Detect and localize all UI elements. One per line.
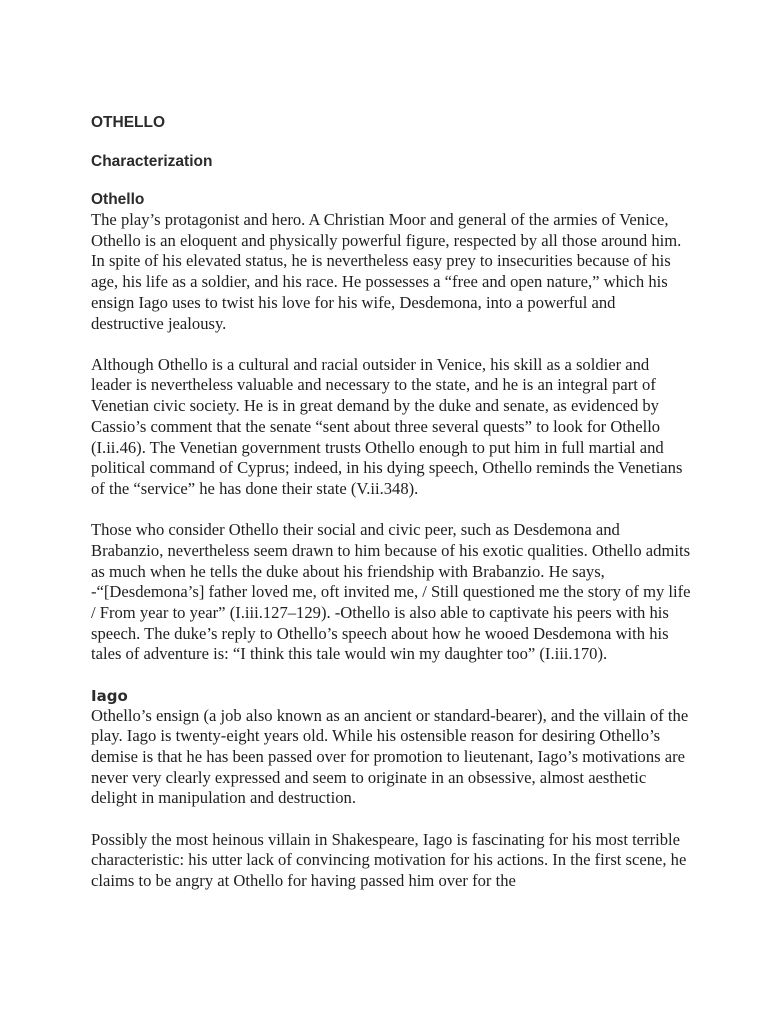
- character-heading-iago: Iago: [91, 686, 128, 705]
- iago-paragraph: Possibly the most heinous villain in Shakespeare, Iago is fascinating for his most terrible characteristic: his utter lack of convincing motivation for his actions. In the first scene, he claims to be angry at Othello for having passed him over for the: [91, 829, 687, 890]
- document-title: OTHELLO: [91, 114, 166, 131]
- iago-paragraph: Othello’s ensign (a job also known as an ancient or standard-bearer), and the villain of the play. Iago is twenty-eight years old. While his ostensible reason for desiring Othello’s demise is that he has been passed over for promotion to lieutenant, Iago’s motivations are never very clearly expressed and seem to originate in an obsessive, almost aesthetic delight in manipulation and destruction.: [91, 705, 689, 808]
- section-title: Characterization: [91, 153, 213, 170]
- othello-paragraph: Although Othello is a cultural and racial outsider in Venice, his skill as a soldier and leader is nevertheless valuable and necessary to the state, and he is an integral part of Venetian civic society. He is in great demand by the duke and senate, as evidenced by Cassio’s comment that the senate “sent about three several quests” to look for Othello (I.ii.46). The Venetian government trusts Othello enough to put him in full martial and political command of Cyprus; indeed, in his dying speech, Othello reminds the Venetians of the “service” he has done their state (V.ii.348).: [91, 354, 683, 498]
- document-page: [91, 113, 691, 912]
- othello-paragraph: The play’s protagonist and hero. A Christian Moor and general of the armies of Venice, Othello is an eloquent and physically powerful figure, respected by all those around him. In spite of his elevated status, he is nevertheless easy prey to insecurities because of his age, his life as a soldier, and his race. He possesses a “free and open nature,” which his ensign Iago uses to twist his love for his wife, Desdemona, into a powerful and destructive jealousy.: [91, 210, 682, 333]
- character-heading-othello: Othello: [91, 191, 145, 208]
- othello-paragraph: Those who consider Othello their social and civic peer, such as Desdemona and Brabanzio, nevertheless seem drawn to him because of his exotic qualities. Othello admits as much when he tells the duke about his friendship with Brabanzio. He says, -“[Desdemona’s] father loved me, oft invited me, / Still questioned me the story of my life / From year to year” (I.iii.127–129). -Othello is also able to captivate his peers with his speech. The duke’s reply to Othello’s speech about how he wooed Desdemona with his tales of adventure is: “I think this tale would win my daughter too” (I.iii.170).: [91, 520, 691, 664]
